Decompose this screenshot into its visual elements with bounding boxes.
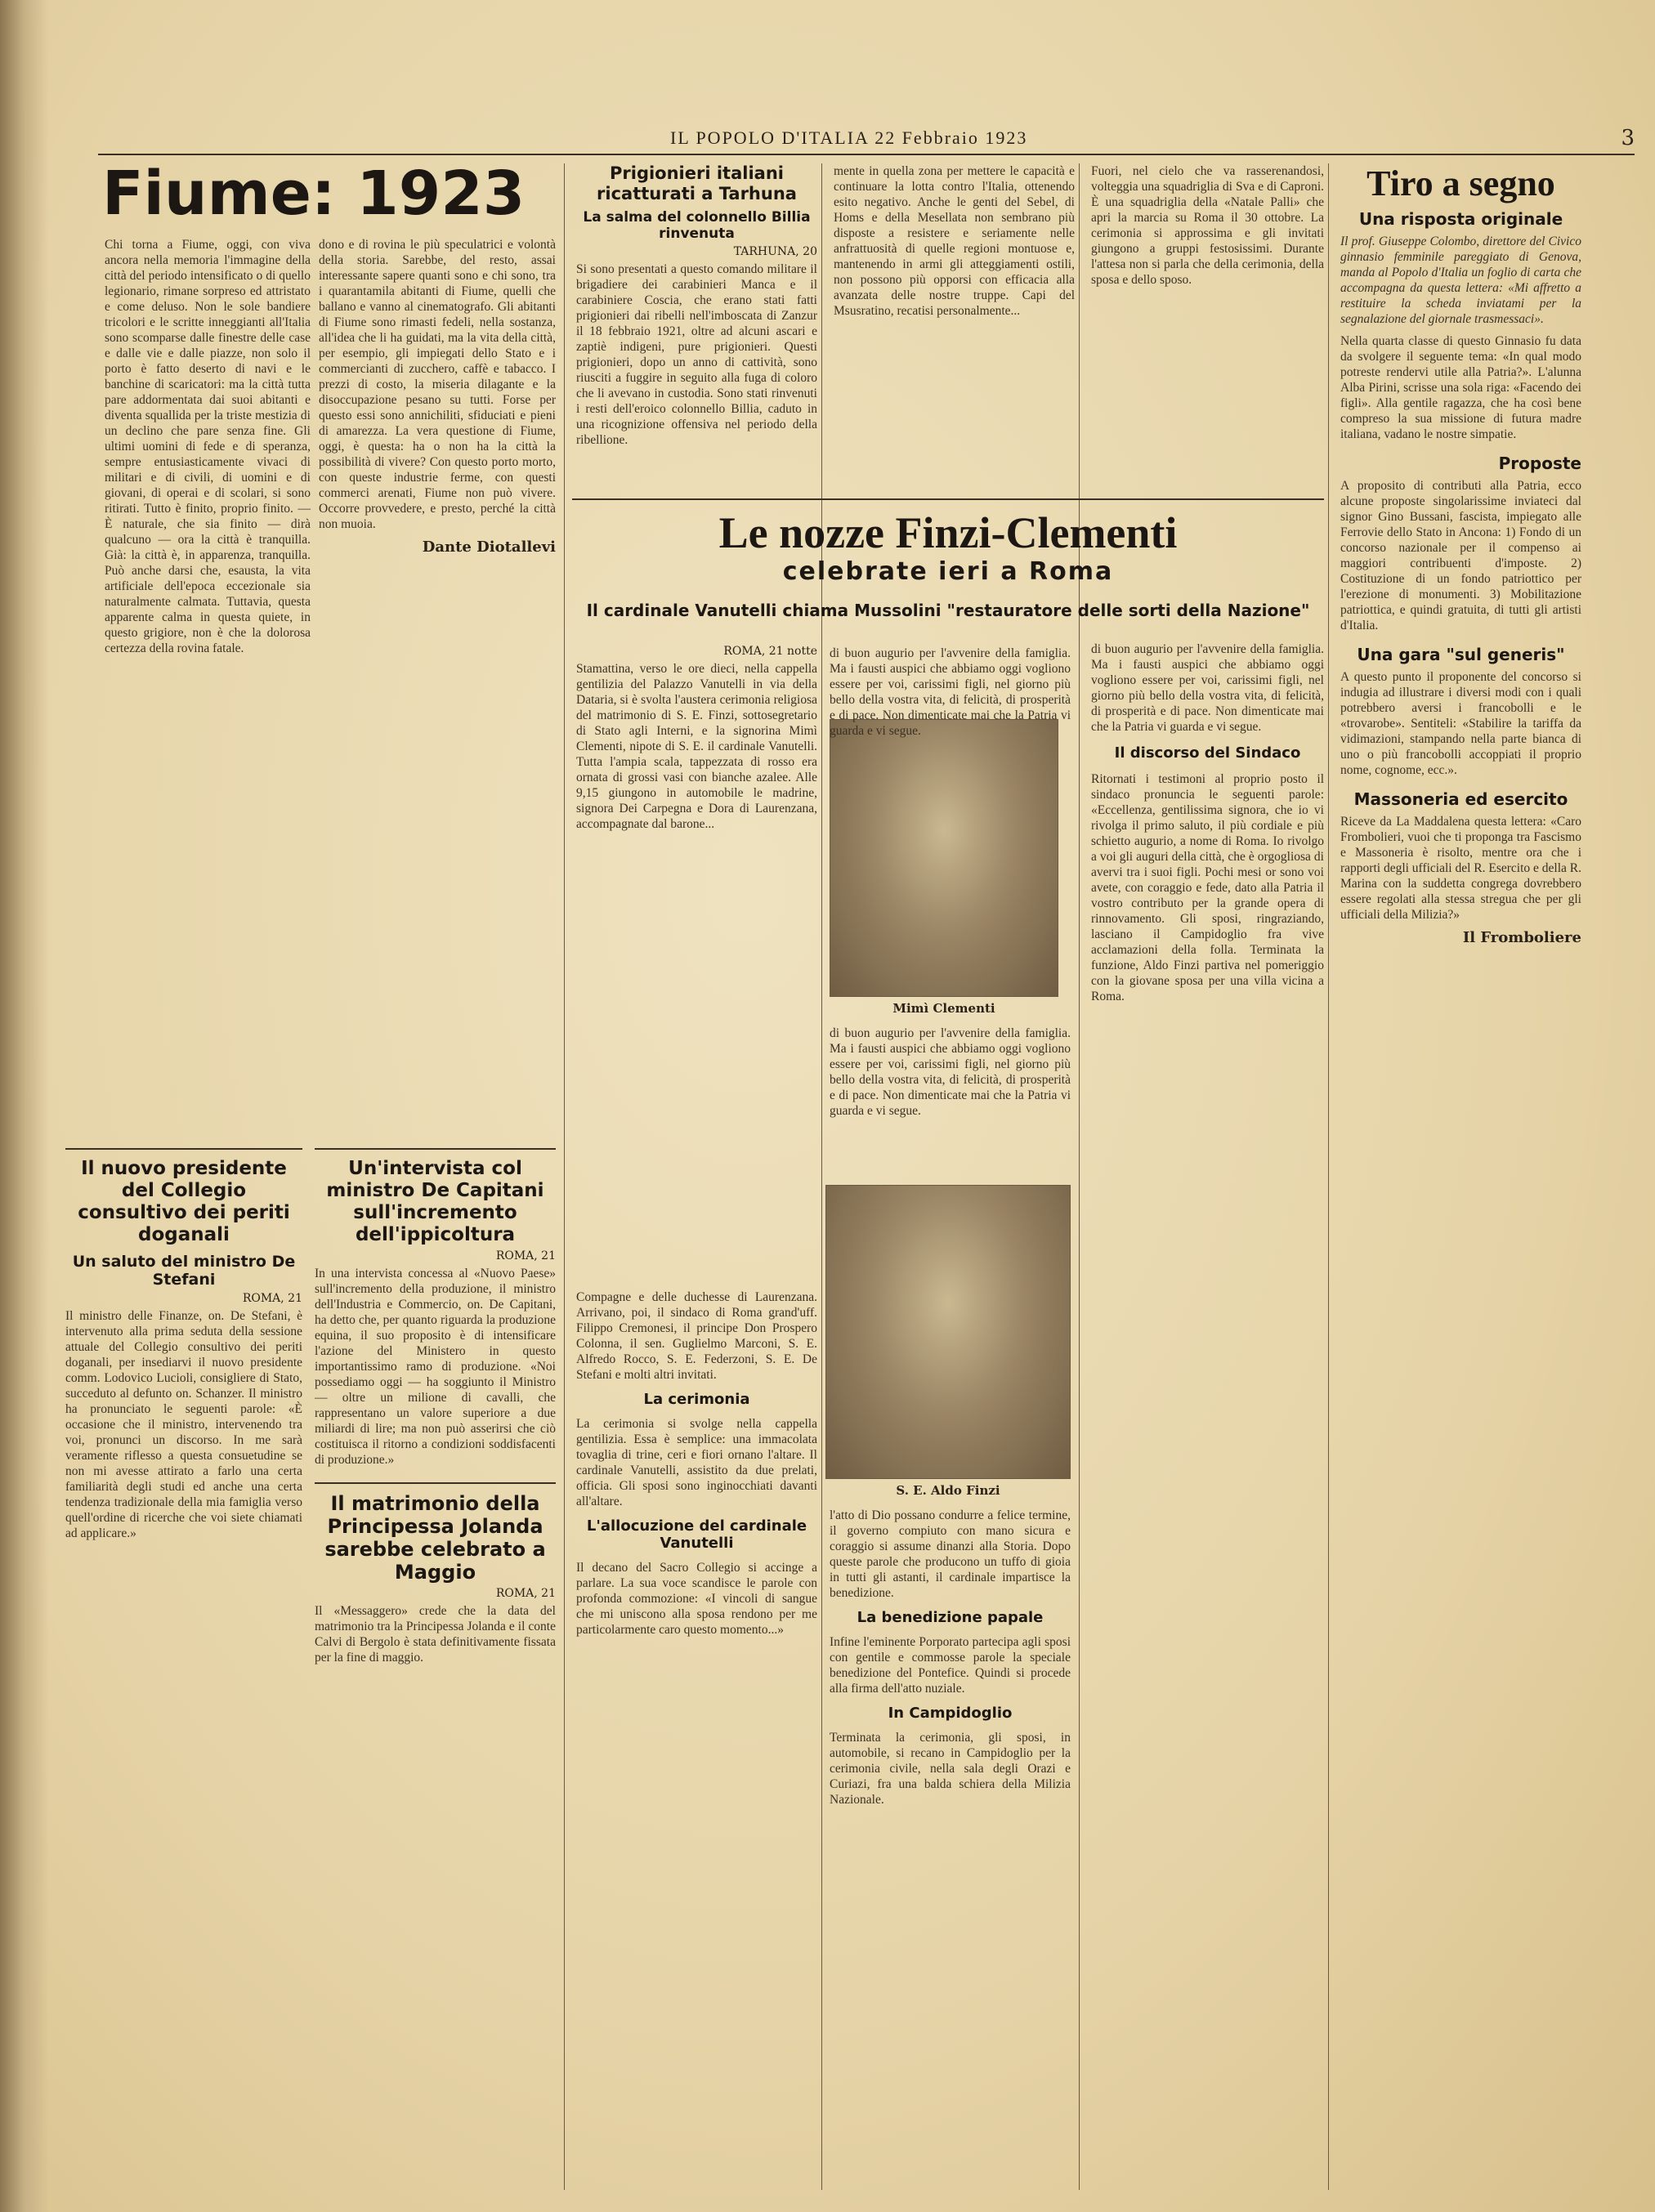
article-body: Terminata la cerimonia, gli sposi, in automobile, si recano in Campidoglio per la cerimonia civile, nella sala degli Orazi e Curiazi, fra una balda schiera della Milizia Nazionale. — [830, 1731, 1071, 1807]
portrait-photo-mimi-clementi — [830, 719, 1058, 997]
article-tarhuna — [576, 163, 817, 486]
article-body: Si sono presentati a questo comando militare il brigadiere dei carabinieri Manca e il carabiniere Coscia, che erano stati fatti prigionieri dai ribelli nell'imboscata di Zanzur il 18 febbraio 1921, oltre ad alcuni ascari e zaptiè indigeni, pure prigionieri. Questi prigionieri, dopo un anno di cattività, sono riusciti a fuggire in seguito alla fuga di coloro che li avevano in custodia. Sono stati rinvenuti i resti dell'eroico colonnello Billia, caduto in una ricognizione offensiva nel periodo della ribellione. — [576, 262, 817, 447]
article-body: Il «Messaggero» crede che la data del matrimonio tra la Principessa Jolanda e il conte Calvi di Bergolo è stata definitivamente fissata per la fine di maggio. — [315, 1604, 556, 1665]
article-body: Chi torna a Fiume, oggi, con viva ancora nella memoria l'immagine della città del periodo intensificato o di quello legionario, rimane sorpreso ed attristato e come deluso. Non le sole bandiere tricolori e le scritte inneggianti all'Italia sono scomparse dalle finestre delle case e dalle vie e dalle piazze, non solo il porto è fatto deserto di navi e le banchine di scaricatori: ma la città tutta pare addormentata dai suoi abitanti e diventa squallida per la triste mestizia di un declino che pare senza fine. Gli ultimi uomini di fede e di speranza, sempre entusiasticamente vivaci di militari e di civili, di uomini e di giovani, di operai e di scolari, si sono ritirati. Tutto è finito, proprio finito. — È naturale, che sia finito — dirà qualcuno — ora la città è tranquilla. Già: la città è, in apparenza, tranquilla. Può anche darsi che, esausta, la vita artificiale dell'epoca eccezionale sia naturalmente calmata. Tuttavia, questa apparente calma in questa quiete, in questo grigiore, non è che la dolorosa certezza della rovina fatale. — [105, 238, 311, 655]
article-body: Nella quarta classe di questo Ginnasio fu data da svolgere il seguente tema: «In qual modo potreste rendervi utile alla Patria?». L'alunna Alba Pirini, scrisse una sola riga: «Facendo dei figli». Alla gentile ragazza, che ha così bene compreso la sua missione di futura madre italiana, vadano le nostre simpatie. — [1340, 334, 1581, 441]
dateline: ROMA, 21 — [242, 1292, 302, 1305]
portrait-photo-aldo-finzi — [825, 1185, 1071, 1479]
column-signature: Il Fromboliere — [1462, 929, 1581, 946]
article-body: In una intervista concessa al «Nuovo Paese» sull'incremento della produzione, il ministro dell'Industria e Commercio, on. De Capitani, ha detto che, per quanto riguarda la produzione equina, il suo proposito è di intensificare l'azione del Ministero in questo importantissimo ramo di produzione. «Noi possediamo oggi — ha soggiunto il Ministro — oltre un milione di cavalli, che rappresentano un valore superiore a due miliardi di lire; ma non può asserirsi che ciò costituisca il ritorno a condizioni soddisfacenti di produzione.» — [315, 1267, 556, 1467]
nozze-col-c — [1091, 641, 1324, 2194]
article-subhead: Una risposta originale — [1358, 209, 1563, 229]
article-ippicoltura — [315, 1140, 556, 2194]
masthead — [98, 123, 1635, 155]
article-subhead: La salma del colonnello Billia rinvenuta — [583, 209, 811, 242]
dateline: TARHUNA, 20 — [733, 245, 817, 258]
article-headline: Le nozze Finzi-Clementi — [718, 508, 1178, 557]
article-tarhuna-cont — [834, 163, 1075, 486]
article-fiume-body-b — [319, 237, 556, 1119]
article-signature: Dante Diotallevi — [422, 538, 556, 556]
article-body: dono e di rovina le più speculatrici e volontà della storia. Sarebbe, del resto, assai interessante sapere quanti sono e chi sono, tra i quarantamila abitanti di Fiume, quelli che ballano e vanno al cinematografo. Gli abitanti di Fiume sono rimasti fedeli, nella sostanza, all'idea che li ha guidati, ma la vita della città, per esempio, gli impiegati dello Stato e i commercianti di zucchero, caffè e tabacco. I prezzi di costo, la miseria dilagante e la disoccupazione pesano su tutti. Forse per questo essi sono annichiliti, sfiduciati e pieni di amarezza. La vera questione di Fiume, oggi, è questa: ha o non ha la città la possibilità di vivere? Con questo porto morto, con queste industrie ferme, con questi commerci arenati, Fiume non può vivere. Occorre provvedere, e presto, perché la città non muoia. — [319, 238, 556, 531]
article-body: di buon augurio per l'avvenire della famiglia. Ma i fausti auspici che abbiamo oggi vogliono essere per voi, carissimi figli, nel giorno più bello della vostra vita, di felicità, di prosperità e di pace. Non dimenticate mai che la Patria vi guarda e vi segue. — [830, 1026, 1071, 1118]
nozze-col-b-mid — [830, 1026, 1071, 1181]
section-heading: Il discorso del Sindaco — [1114, 744, 1301, 762]
dateline: ROMA, 21 — [495, 1249, 556, 1262]
column-rule — [1328, 163, 1329, 2190]
article-fiume-body-a — [105, 237, 311, 1119]
article-body: A questo punto il proponente del concorso si indugia ad illustrare i diversi modi con i quali potrebbero aversi i francobolli e le «trovarobe». Sentiteli: «Stabilire la tariffa da vidimazioni, stampando nella parte bianca di uno o più francobolli accoppiati il proprio nome, cognome, ecc.». — [1340, 670, 1581, 777]
article-headline: Il nuovo presidente del Collegio consultivo dei periti doganali — [78, 1158, 290, 1245]
nozze-subhead-block — [572, 601, 1324, 633]
article-body: di buon augurio per l'avvenire della famiglia. Ma i fausti auspici che abbiamo oggi vogliono essere per voi, carissimi figli, nel giorno più bello della vostra vita, di felicità, di prosperità e di pace. Non dimenticate mai che la Patria vi guarda e vi segue. — [830, 646, 1071, 738]
article-headline: Un'intervista col ministro De Capitani sull'incremento dell'ippicoltura — [326, 1158, 544, 1245]
nozze-col-b-top — [830, 646, 1071, 738]
section-heading: Una gara "sul generis" — [1357, 645, 1565, 664]
article-body: Il prof. Giuseppe Colombo, direttore del Civico ginnasio femminile pareggiato di Genova, manda al Popolo d'Italia un foglio di carta che accompagna da questa lettera: «Mi affretto a restituire la scheda inviatami per la segnalazione del giornale trasmessaci». — [1340, 235, 1581, 326]
dateline: ROMA, 21 — [495, 1587, 556, 1600]
masthead-title: IL POPOLO D'ITALIA 22 Febbraio 1923 — [670, 127, 1028, 148]
column-rule — [564, 163, 565, 2190]
article-body: Fuori, nel cielo che va rasserenandosi, volteggia una squadriglia di Sva e di Caproni. È una squadriglia della «Natale Palli» che apri la marcia su Roma il 30 ottobre. La cerimonia si approssima e gli invitati giungono a gruppi festosissimi. Durante l'attesa non si parla che della cerimonia, della sposa e dello sposo. — [1091, 164, 1324, 287]
section-heading: L'allocuzione del cardinale Vanutelli — [586, 1517, 807, 1552]
article-body: Riceve da La Maddalena questa lettera: «Caro Frombolieri, vuoi che ti proponga tra Fascismo e Massoneria è risolto, mentre ora che i rapporti degli ufficiali del R. Esercito e della R. Marina con la suddetta congrega dovrebbero essere regolati alla stessa stregua che per gli ufficiali della Milizia?» — [1340, 815, 1581, 922]
article-body: A proposito di contributi alla Patria, ecco alcune proposte singolarissime inviateci dal signor Gino Bussani, fascista, impiegato alle Ferrovie dello Stato in Ancona: 1) Fondo di un concorso nazionale per il compenso ai maggiori contribuenti d'imposte. 2) Costituzione di un fondo patriottico per l'erezione di monumenti. 3) Mobilitazione patriottica, e quindi gratuita, di tutti gli artisti d'Italia. — [1340, 479, 1581, 632]
article-body: La cerimonia si svolge nella cappella gentilizia. Essa è semplice: una immacolata tovaglia di trine, ceri e fiori ornano l'altare. Il cardinale Vanutelli, assistito da due prelati, officia. Gli sposi sono inginocchiati davanti all'altare. — [576, 1417, 817, 1508]
photo-caption: S. E. Aldo Finzi — [896, 1483, 1000, 1498]
article-headline: Prigionieri italiani ricatturati a Tarhuna — [597, 163, 797, 203]
article-body: Il decano del Sacro Collegio si accinge a parlare. La sua voce scandisce le parole con profonda commozione: «I vincoli di sangue che mi uniscono alla sposa rendono per me particolarmente caro questo momento...» — [576, 1561, 817, 1637]
article-headline: Il matrimonio della Principessa Jolanda sarebbe celebrato a Maggio — [324, 1492, 546, 1584]
nozze-headline-block — [572, 490, 1324, 601]
section-heading: La benedizione papale — [857, 1609, 1044, 1626]
article-body: Ritornati i testimoni al proprio posto il sindaco pronuncia le seguenti parole: «Eccellenza, gentilissima signora, che io vi rivolga il primo saluto, il più cordiale e più schietto augurio, a nome di Roma. Io rivolgo a voi gli auguri della città, che è orgogliosa di avervi tra i suoi figli. Pochi mesi or sono voi avete, con coraggio e fede, dato alla Patria il vostro contributo per la grande opera di rinnovamento. Gli sposi, ringraziando, lasciano il Campidoglio fra vive acclamazioni della folla. Terminata la funzione, Aldo Finzi partiva nel pomeriggio con la giovane sposa per una villa vicina a Roma. — [1091, 772, 1324, 1003]
dateline: ROMA, 21 notte — [723, 645, 817, 658]
article-subhead: celebrate ieri a Roma — [782, 557, 1114, 586]
article-subhead: Un saluto del ministro De Stefani — [72, 1253, 296, 1289]
section-heading: In Campidoglio — [888, 1705, 1013, 1722]
photo-caption: Mimì Clementi — [892, 1001, 995, 1016]
nozze-col-b-bottom — [830, 1508, 1071, 2194]
article-body: di buon augurio per l'avvenire della famiglia. Ma i fausti auspici che abbiamo oggi vogliono essere per voi, carissimi figli, nel giorno più bello della vostra vita, di felicità, di prosperità e di pace. Non dimenticate mai che la Patria vi guarda e vi segue. — [1091, 642, 1324, 734]
article-periti-doganali — [65, 1140, 302, 2194]
column-rule — [821, 163, 822, 2190]
article-body: Compagne e delle duchesse di Laurenzana. Arrivano, poi, il sindaco di Roma grand'uff. Filippo Cremonesi, il principe Don Prospero Colonna, il sen. Guglielmo Marconi, S. E. Alfredo Rocco, S. E. Federzoni, S. E. De Stefani e molti altri invitati. — [576, 1290, 817, 1382]
article-body: Il ministro delle Finanze, on. De Stefani, è intervenuto alla prima seduta della sessione attuale del Collegio consultivo dei periti doganali, per insediarvi il nuovo presidente comm. Lodovico Lucioli, consigliere di Stato, succeduto al defunto on. Schanzer. Il ministro ha pronunciato le seguenti parole: «È occasione che il ministro, intervenendo tra voi, pronunci un discorso. In me sarà veramente riflesso a questa consuetudine se non mi avesse attirato a farlo una certa familiarità degli studi ed anche una certa tendenza tradizionale della mia famiglia verso quell'ordine di ricerche che voi siete chiamati ad applicare.» — [65, 1309, 302, 1540]
rubrica-tiro-a-segno — [1340, 163, 1581, 2190]
page-number: 3 — [1621, 126, 1635, 150]
article-body: Stamattina, verso le ore dieci, nella cappella gentilizia del Palazzo Vanutelli in via della Dataria, si è svolta l'austera cerimonia religiosa del matrimonio di S. E. Finzi, sottosegretario di Stato agli Interni, e la signorina Mimì Clementi, nipote di S. E. il cardinale Vanutelli. Tutta l'ampia scala, tappezzata di rosso era ornata di grossi vasi con bianche azalee. Alle 9,15 giungono in automobile le madrine, signora Dei Carpegna e Dora di Laurenzana, accompagnate dal barone... — [576, 662, 817, 831]
nozze-col-a — [576, 641, 817, 2194]
column-rule — [1079, 163, 1080, 2190]
column-headline: Tiro a segno — [1366, 163, 1555, 203]
article-nozze-intro — [1091, 163, 1324, 486]
article-headline: Fiume: 1923 — [102, 159, 526, 229]
article-body: Infine l'eminente Porporato partecipa agli sposi con gentile e commosse parole la speciale benedizione del Pontefice. Quindi si procede alla firma dell'atto nuziale. — [830, 1635, 1071, 1696]
binding-edge — [0, 0, 49, 2212]
section-heading: Proposte — [1498, 454, 1581, 473]
section-heading: Massoneria ed esercito — [1353, 789, 1568, 809]
article-body: l'atto di Dio possano condurre a felice termine, il governo compiuto con mano sicura e coraggio si assume dinanzi alla Storia. Dopo queste parole che producono un tuffo di gioia in tutti gli astanti, il cardinale impartisce la benedizione. — [830, 1508, 1071, 1600]
section-heading: La cerimonia — [643, 1391, 750, 1408]
article-body: mente in quella zona per mettere le capacità e continuare la lotta contro l'Italia, ottenendo esito negativo. Anche le genti del Sebel, di Homs e della Mesellata non sembrano più disposte a resistere e seriamente nelle anfrattuosità di quelle regioni montuose e, mantenendo in armi gli atteggiamenti ostili, non possono più opporsi con efficacia alla avanzata delle nostre truppe. Capi del Msusratino, recatisi personalmente... — [834, 164, 1075, 318]
article-subhead: Il cardinale Vanutelli chiama Mussolini "restauratore delle sorti della Nazione" — [586, 601, 1310, 620]
